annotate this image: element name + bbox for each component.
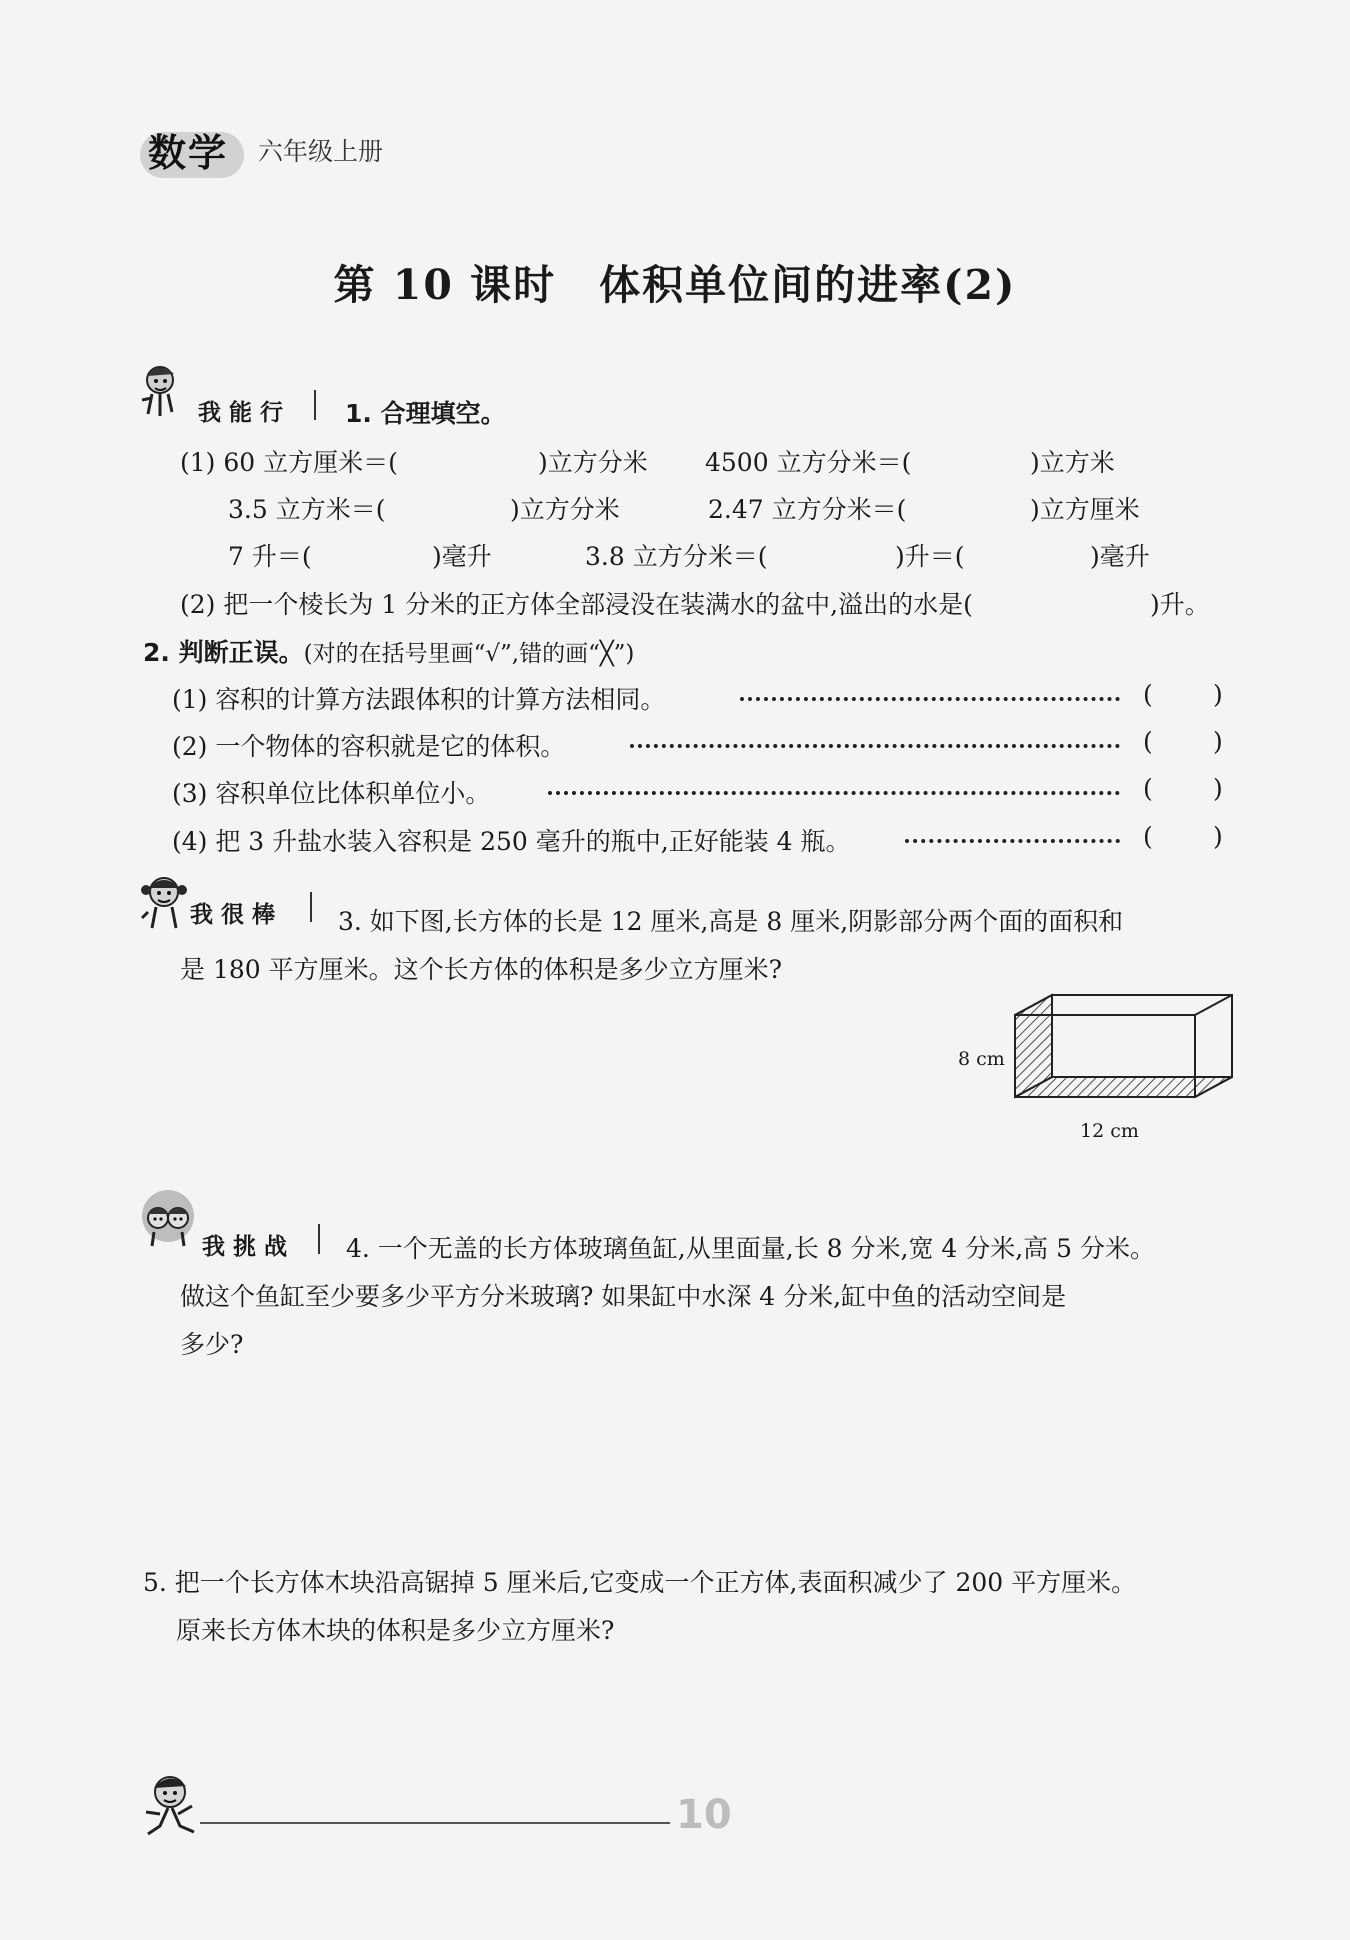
badge-divider-3: [318, 1224, 320, 1254]
page-number: 10: [676, 1792, 732, 1838]
kids-mascot-icon: [138, 1188, 198, 1250]
q2-item-4: (4) 把 3 升盐水装入容积是 250 毫升的瓶中,正好能装 4 瓶。: [172, 827, 851, 856]
q2-answer-close-4: ): [1213, 822, 1223, 851]
running-kid-icon: [140, 1772, 202, 1844]
q4-line-2: 做这个鱼缸至少要多少平方分米玻璃? 如果缸中水深 4 分米,缸中鱼的活动空间是: [180, 1282, 1067, 1311]
q2-answer-open-2: (: [1143, 727, 1153, 756]
q1-r3c: 3.8 立方分米＝(: [585, 542, 768, 571]
badge-label-3: 我挑战: [202, 1234, 295, 1260]
q3-line-2: 是 180 平方厘米。这个长方体的体积是多少立方厘米?: [180, 955, 783, 984]
q2-item-2: (2) 一个物体的容积就是它的体积。: [172, 732, 566, 761]
cuboid-length-label: 12 cm: [1080, 1120, 1139, 1142]
header-subject: 数学: [148, 131, 229, 175]
kid-mascot-icon: [138, 362, 184, 420]
q1-r2b: )立方分米: [510, 495, 620, 524]
q5-line-1: 5. 把一个长方体木块沿高锯掉 5 厘米后,它变成一个正方体,表面积减少了 200 平方厘米。: [143, 1568, 1137, 1597]
q1-r3a: 7 升＝(: [228, 542, 312, 571]
q1-r1b: )立方分米: [538, 448, 648, 477]
cuboid-edge: [1195, 995, 1232, 1015]
q2-leader-1: [740, 697, 1120, 701]
q1-part2-b: )升。: [1150, 590, 1210, 619]
q2-leader-4: [905, 839, 1120, 843]
q2-answer-close-1: ): [1213, 680, 1223, 709]
girl-mascot-icon: [138, 872, 188, 934]
q2-answer-open-4: (: [1143, 822, 1153, 851]
q2-note: (对的在括号里画“√”,错的画“╳”): [303, 641, 635, 667]
q2-heading: 2. 判断正误。: [143, 638, 304, 667]
q1-r2d: )立方厘米: [1030, 495, 1140, 524]
cuboid-height-label: 8 cm: [958, 1048, 1005, 1070]
q1-r1c: 4500 立方分米＝(: [705, 448, 912, 477]
q5-line-2: 原来长方体木块的体积是多少立方厘米?: [176, 1616, 615, 1645]
q1-heading-text: 1. 合理填空。: [345, 399, 506, 428]
q2-answer-open-3: (: [1143, 774, 1153, 803]
badge-label-1: 我能行: [198, 400, 291, 426]
q2-item-1: (1) 容积的计算方法跟体积的计算方法相同。: [172, 685, 666, 714]
header-grade: 六年级上册: [258, 137, 384, 166]
badge-divider-2: [310, 892, 312, 922]
cuboid-diagram: [1010, 985, 1240, 1120]
q1-r2a: 3.5 立方米＝(: [228, 495, 386, 524]
q1-heading: [345, 394, 506, 430]
badge-label-2: 我很棒: [190, 902, 283, 928]
q2-heading-row: [143, 633, 634, 669]
q1-r1d: )立方米: [1030, 448, 1115, 477]
cuboid-back-face: [1052, 995, 1232, 1077]
q2-answer-close-2: ): [1213, 727, 1223, 756]
q2-leader-2: [630, 744, 1120, 748]
q4-line-1: 4. 一个无盖的长方体玻璃鱼缸,从里面量,长 8 分米,宽 4 分米,高 5 分米。: [346, 1234, 1155, 1263]
q2-item-3: (3) 容积单位比体积单位小。: [172, 779, 491, 808]
q4-line-3: 多少?: [180, 1330, 244, 1359]
q1-r3e: )毫升: [1090, 542, 1150, 571]
q1-r2c: 2.47 立方分米＝(: [708, 495, 907, 524]
footer-rule: [200, 1822, 670, 1824]
q1-part2-a: (2) 把一个棱长为 1 分米的正方体全部浸没在装满水的盆中,溢出的水是(: [180, 590, 973, 619]
q3-line-1: 3. 如下图,长方体的长是 12 厘米,高是 8 厘米,阴影部分两个面的面积和: [338, 907, 1124, 936]
q2-answer-open-1: (: [1143, 680, 1153, 709]
badge-divider-1: [314, 390, 316, 420]
q2-leader-3: [548, 791, 1120, 795]
q1-r3b: )毫升: [432, 542, 492, 571]
q2-answer-close-3: ): [1213, 774, 1223, 803]
lesson-title: 第 10 课时 体积单位间的进率(2): [333, 261, 1017, 309]
q1-r3d: )升＝(: [895, 542, 965, 571]
q1-r1a: (1) 60 立方厘米＝(: [180, 448, 398, 477]
